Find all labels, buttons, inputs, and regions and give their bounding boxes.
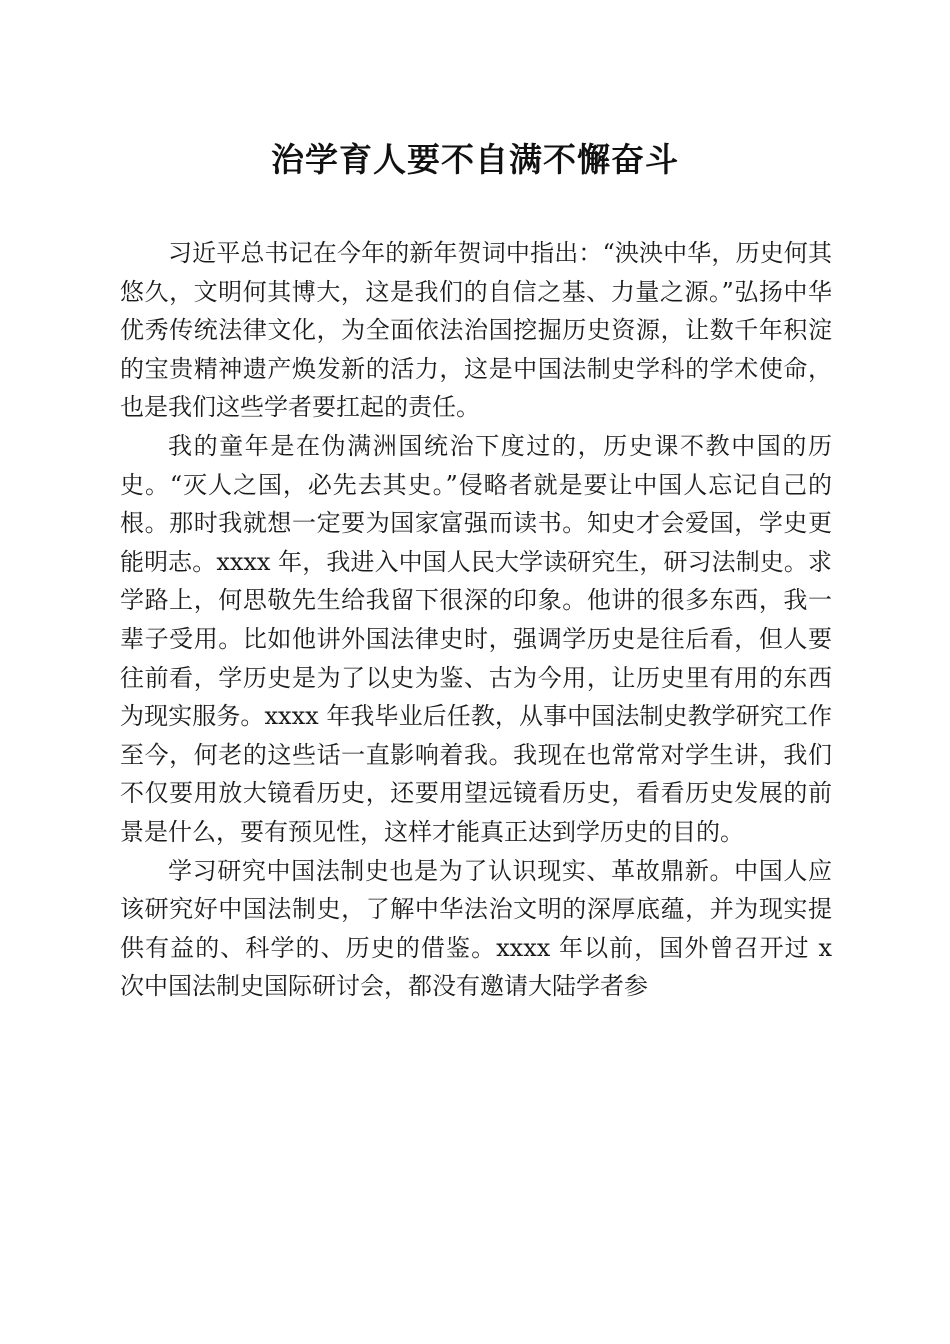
paragraph: 习近平总书记在今年的新年贺词中指出：“泱泱中华，历史何其悠久，文明何其博大，这是我们的自信之基、力量之源。”弘扬中华优秀传统法律文化，为全面依法治国挖掘历史资源，让数千年积淀的宝贵精神遗产焕发新的活力，这是中国法制史学科的学术使命，也是我们这些学者要扛起的责任。 <box>120 239 832 422</box>
paragraph: 我的童年是在伪满洲国统治下度过的，历史课不教中国的历史。“灭人之国，必先去其史。”侵略者就是要让中国人忘记自己的根。那时我就想一定要为国家富强而读书。知史才会爱国，学史更能明志。xxxx 年，我进入中国人民大学读研究生，研习法制史。求学路上，何思敬先生给我留下很深的印象。他讲的很多东西，我一辈子受用。比如他讲外国法律史时，强调学历史是往后看，但人要往前看，学历史是为了以史为鉴、古为今用，让历史里有用的东西为现实服务。xxxx 年我毕业后任教，从事中国法制史教学研究工作至今，何老的这些话一直影响着我。我现在也常常对学生讲，我们不仅要用放大镜看历史，还要用望远镜看历史，看看历史发展的前景是什么，要有预见性，这样才能真正达到学历史的目的。 <box>120 431 832 846</box>
document-title: 治学育人要不自满不懈奋斗 <box>271 140 679 179</box>
document-body <box>120 234 832 1006</box>
paragraph: 学习研究中国法制史也是为了认识现实、革故鼎新。中国人应该研究好中国法制史，了解中华法治文明的深厚底蕴，并为现实提供有益的、科学的、历史的借鉴。xxxx 年以前，国外曾召开过 x 次中国法制史国际研讨会，都没有邀请大陆学者参 <box>120 856 832 1001</box>
